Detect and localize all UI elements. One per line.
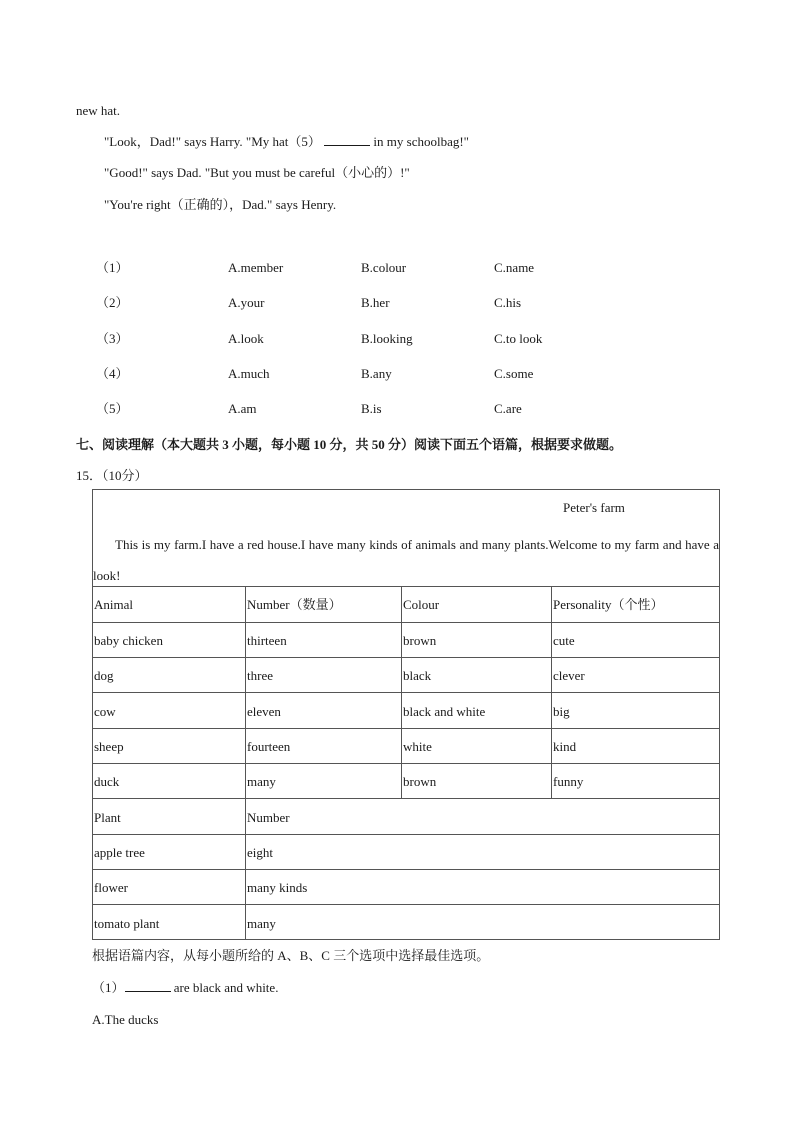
grid-line xyxy=(93,904,719,905)
table-cell: black and white xyxy=(403,704,486,719)
table-cell: eight xyxy=(247,845,273,860)
grid-line xyxy=(93,622,719,623)
table-cell: big xyxy=(553,704,570,719)
farm-intro xyxy=(93,529,719,591)
grid-line xyxy=(551,586,552,798)
table-cell: brown xyxy=(403,774,437,789)
table-cell: eleven xyxy=(247,704,281,719)
table-header-cell: Number（数量） xyxy=(247,597,342,612)
question-text: are black and white. xyxy=(170,980,279,995)
passage-line: "You're right（正确的），Dad." says Henry. xyxy=(104,197,337,212)
farm-intro-text: This is my farm.I have a red house.I have many kinds of animals and many plants.Welcome to my farm and have a look! xyxy=(93,537,719,583)
table-cell: flower xyxy=(94,880,128,895)
option-a: A.look xyxy=(228,331,264,346)
question-number: 15．（10分） xyxy=(76,468,148,483)
option-number: （2） xyxy=(96,295,129,310)
option-a: A.much xyxy=(228,366,270,381)
table-cell: baby chicken xyxy=(94,633,163,648)
grid-line xyxy=(93,728,719,729)
table-cell: kind xyxy=(553,739,577,754)
option-a: A.member xyxy=(228,260,284,275)
table-cell: dog xyxy=(94,668,114,683)
option-number: （3） xyxy=(96,331,129,346)
grid-line xyxy=(93,657,719,658)
table-cell: thirteen xyxy=(247,633,287,648)
answer-blank xyxy=(324,134,370,146)
passage-line: "Good!" says Dad. "But you must be careful（小心的）!" xyxy=(104,165,410,180)
grid-line xyxy=(93,798,719,799)
passage-line-text: "Look，Dad!" says Harry. "My hat（5） xyxy=(104,134,321,149)
grid-line xyxy=(93,834,719,835)
option-row xyxy=(0,366,794,382)
table-cell: three xyxy=(247,668,273,683)
option-a: A.am xyxy=(228,401,257,416)
table-cell: duck xyxy=(94,774,120,789)
table-cell: clever xyxy=(553,668,585,683)
table-cell: funny xyxy=(553,774,584,789)
table-header-cell: Colour xyxy=(403,597,440,612)
question-number: （1） xyxy=(92,980,125,995)
instruction-text: 根据语篇内容，从每小题所给的 A、B、C 三个选项中选择最佳选项。 xyxy=(92,948,490,963)
option-b: B.colour xyxy=(361,260,407,275)
table-header-cell: Number xyxy=(247,810,290,825)
passage-line: new hat. xyxy=(76,103,121,118)
table-cell: sheep xyxy=(94,739,124,754)
table-cell: apple tree xyxy=(94,845,145,860)
table-cell: brown xyxy=(403,633,437,648)
question-item xyxy=(92,980,278,996)
option-c: C.his xyxy=(494,295,522,310)
grid-line xyxy=(401,586,402,798)
table-cell: many xyxy=(247,916,276,931)
option-row xyxy=(0,295,794,311)
option-row xyxy=(0,260,794,276)
table-cell: white xyxy=(403,739,432,754)
question-option: A.The ducks xyxy=(92,1012,159,1027)
section-heading: 七、阅读理解（本大题共 3 小题，每小题 10 分，共 50 分）阅读下面五个语篇，根据要求做题。 xyxy=(76,437,623,452)
table-header-cell: Personality（个性） xyxy=(553,597,664,612)
option-b: B.is xyxy=(361,401,382,416)
table-cell: cute xyxy=(553,633,575,648)
option-c: C.some xyxy=(494,366,534,381)
option-b: B.any xyxy=(361,366,392,381)
option-c: C.name xyxy=(494,260,535,275)
grid-line xyxy=(93,692,719,693)
grid-line xyxy=(93,586,719,587)
table-cell: black xyxy=(403,668,432,683)
farm-title: Peter's farm xyxy=(563,500,625,515)
table-header-cell: Animal xyxy=(94,597,133,612)
table-cell: many xyxy=(247,774,276,789)
option-number: （5） xyxy=(96,401,129,416)
table-header-cell: Plant xyxy=(94,810,121,825)
option-b: B.looking xyxy=(361,331,413,346)
table-cell: cow xyxy=(94,704,116,719)
option-number: （1） xyxy=(96,260,129,275)
option-c: C.are xyxy=(494,401,522,416)
table-cell: fourteen xyxy=(247,739,291,754)
answer-blank xyxy=(125,980,171,992)
farm-table xyxy=(92,489,720,940)
option-number: （4） xyxy=(96,366,129,381)
table-cell: tomato plant xyxy=(94,916,160,931)
grid-line xyxy=(93,869,719,870)
table-cell: many kinds xyxy=(247,880,308,895)
option-b: B.her xyxy=(361,295,390,310)
grid-line xyxy=(245,586,246,940)
passage-line-text: in my schoolbag!" xyxy=(370,134,469,149)
option-row xyxy=(0,401,794,417)
option-c: C.to look xyxy=(494,331,543,346)
option-a: A.your xyxy=(228,295,265,310)
passage-line xyxy=(104,134,469,150)
grid-line xyxy=(93,763,719,764)
option-row xyxy=(0,331,794,347)
